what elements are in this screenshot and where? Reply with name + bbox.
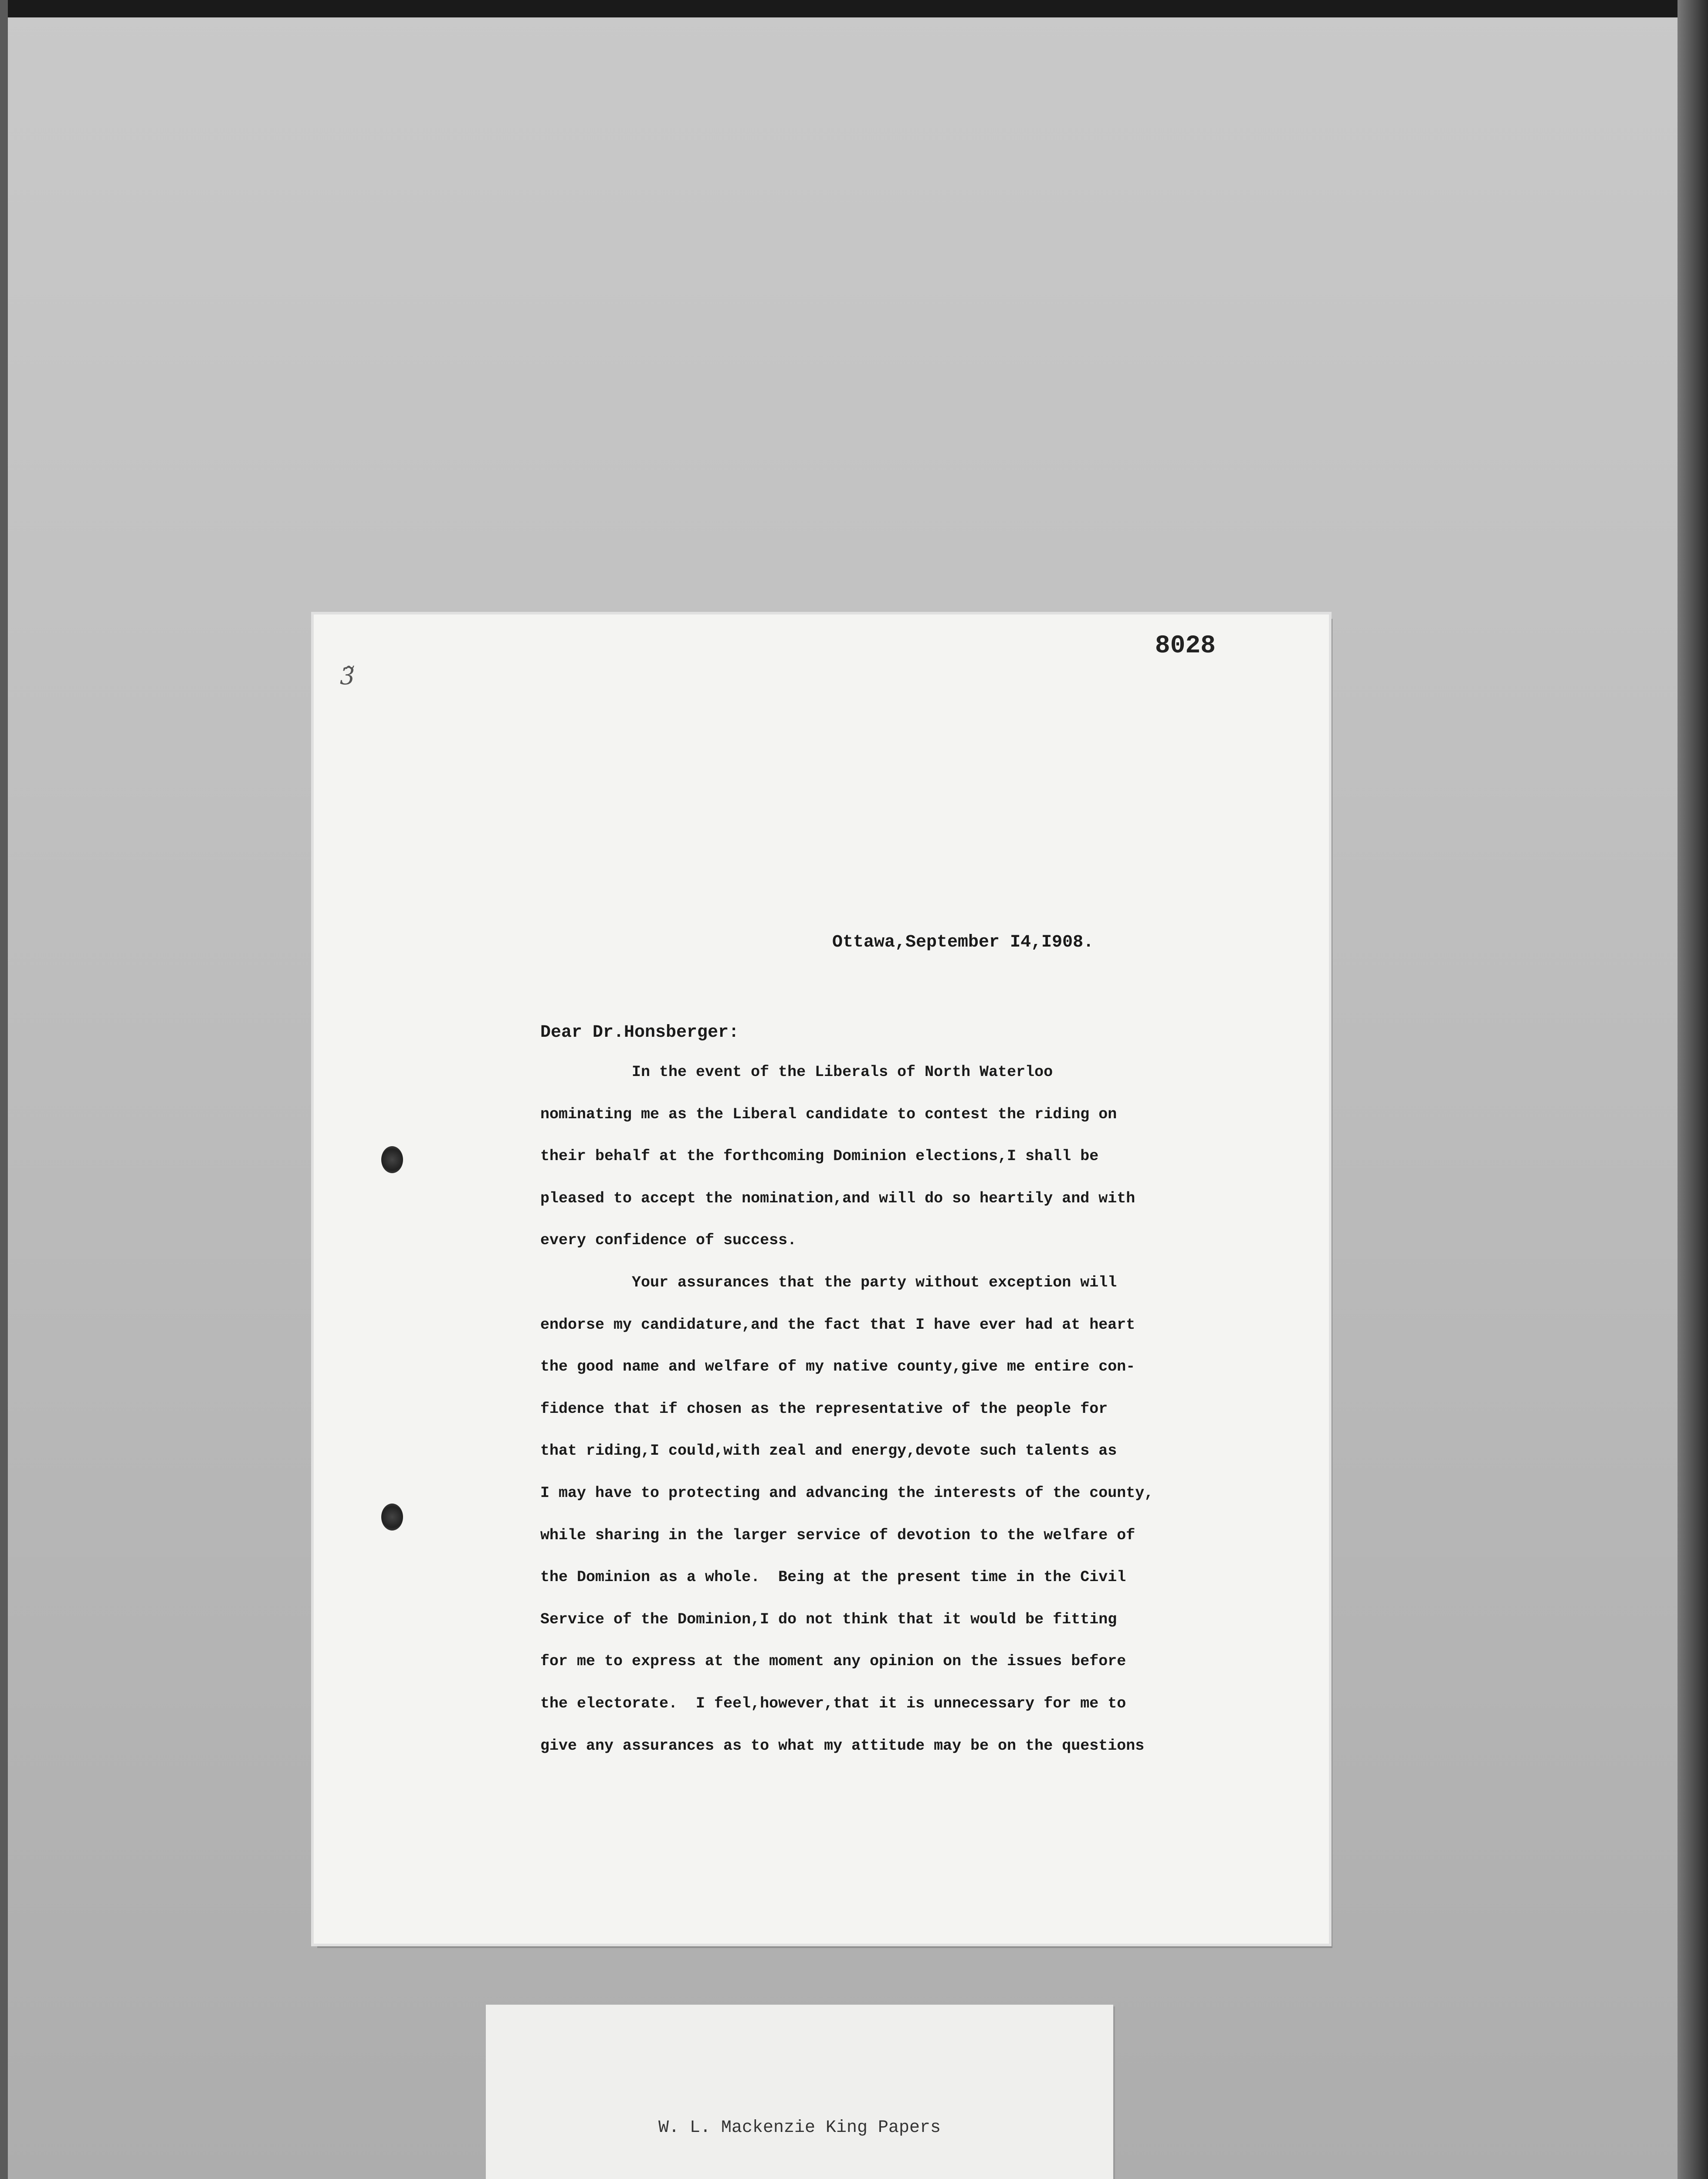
handwritten-corner-mark: 3̃ bbox=[340, 662, 355, 690]
film-edge-top bbox=[0, 0, 1708, 17]
body-line: endorse my candidature,and the fact that I have ever had at heart bbox=[540, 1316, 1135, 1334]
body-line: fidence that if chosen as the representative of the people for bbox=[540, 1400, 1108, 1418]
body-line: pleased to accept the nomination,and will do so heartily and with bbox=[540, 1189, 1135, 1207]
punch-hole-icon bbox=[381, 1146, 403, 1173]
body-line: the electorate. I feel,however,that it is unnecessary for me to bbox=[540, 1694, 1126, 1712]
archive-label-card bbox=[486, 2005, 1113, 2179]
body-line: the Dominion as a whole. Being at the present time in the Civil bbox=[540, 1568, 1126, 1586]
body-line: I may have to protecting and advancing the interests of the county, bbox=[540, 1484, 1154, 1502]
body-line: In the event of the Liberals of North Waterloo bbox=[540, 1063, 1053, 1081]
punch-hole-icon bbox=[381, 1504, 403, 1531]
film-edge-right bbox=[1678, 0, 1708, 2179]
body-line: nominating me as the Liberal candidate to contest the riding on bbox=[540, 1105, 1117, 1123]
body-line: their behalf at the forthcoming Dominion elections,I shall be bbox=[540, 1147, 1099, 1165]
letter-date: Ottawa,September I4,I908. bbox=[832, 933, 1094, 952]
body-line: for me to express at the moment any opinion on the issues before bbox=[540, 1653, 1126, 1670]
body-line: that riding,I could,with zeal and energy,devote such talents as bbox=[540, 1442, 1117, 1460]
salutation: Dear Dr.Honsberger: bbox=[540, 1023, 739, 1042]
letter-body bbox=[540, 1063, 1290, 1779]
body-line: Service of the Dominion,I do not think that it would be fitting bbox=[540, 1610, 1117, 1628]
collection-name: W. L. Mackenzie King Papers bbox=[658, 2118, 941, 2138]
letter-page bbox=[314, 614, 1329, 1944]
body-line: every confidence of success. bbox=[540, 1232, 797, 1249]
body-line: Your assurances that the party without exception will bbox=[540, 1273, 1117, 1291]
film-edge-left bbox=[0, 0, 8, 2179]
body-line: while sharing in the larger service of devotion to the welfare of bbox=[540, 1526, 1135, 1544]
body-line: the good name and welfare of my native county,give me entire con- bbox=[540, 1358, 1135, 1376]
body-line: give any assurances as to what my attitude may be on the questions bbox=[540, 1737, 1145, 1755]
page-number: 8028 bbox=[1155, 632, 1216, 660]
